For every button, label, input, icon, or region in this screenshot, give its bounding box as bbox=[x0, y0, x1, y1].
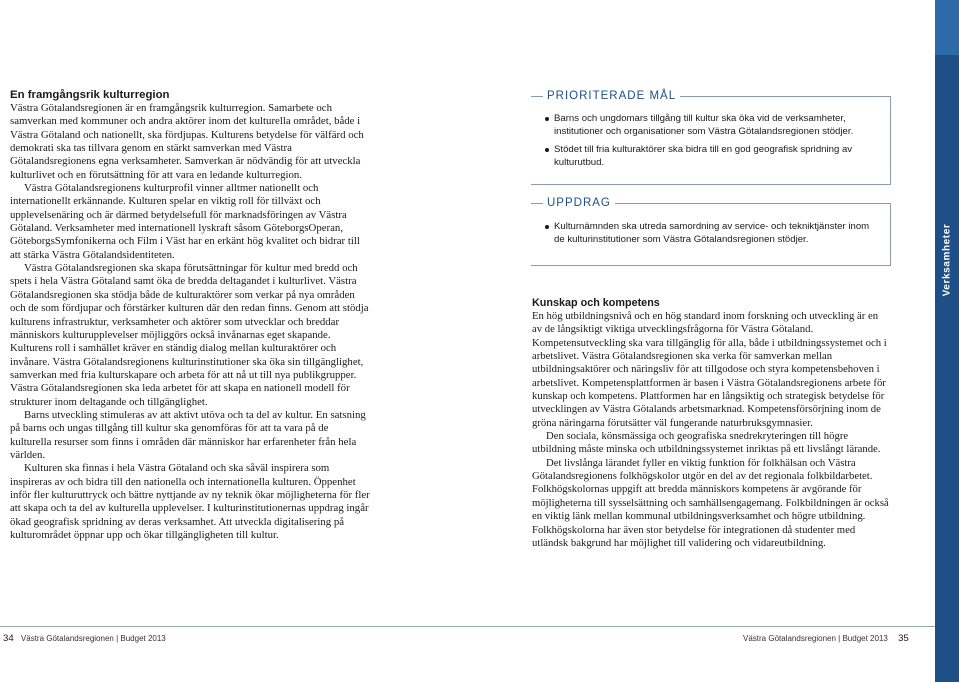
bullet-icon bbox=[545, 148, 549, 152]
prioriterade-mal-list bbox=[545, 113, 880, 175]
bullet-icon bbox=[545, 225, 549, 229]
footer-right bbox=[743, 633, 909, 644]
paragraph: Västra Götalandsregionens kulturprofil vinner alltmer nationellt och internationellt erkännande. Kulturen spelar en viktig roll för tillväxt och upplevelsenäring och är därmed betydelsefull för marknadsföringen av Västra Götaland. Verksamheter med internationell lyskraft såsom GöteborgsOperan, GöteborgsSymfonikerna och Film i Väst har en erkänt hög kvalitet och bidrar till att stärka Västra Götalandsidentiteten. bbox=[10, 182, 360, 261]
side-tab-label: Verksamheter bbox=[941, 223, 953, 297]
uppdrag-box bbox=[531, 197, 891, 266]
list-item: Barns och ungdomars tillgång till kultur ska öka vid de verksamheter, institutioner och organisationer som Västra Götalandsregionen stödjer. bbox=[545, 113, 880, 138]
footer-divider bbox=[0, 626, 935, 627]
side-tab bbox=[935, 0, 959, 682]
side-tab-top-shade bbox=[935, 0, 959, 55]
right-column bbox=[532, 297, 889, 550]
paragraph: Det livslånga lärandet fyller en viktig funktion för folkhälsan och Västra Götalandsregionens folkhögskolor utgör en del av det regionala folkbildarbetet. Folkhögskolornas uppgift att bredda människors kompetens är avgörande för möjligheterna till sysselsättning och samhällsengagemang. Folkbildningen är också en viktig länk mellan kommunal utbildningsverksamhet och högre utbildning. Folkhögskolorna har även stor betydelse för integrationen då studenter med utländsk bakgrund har möjlighet till validering och vidareutbildning. bbox=[532, 456, 889, 549]
page-number-left: 34 bbox=[3, 633, 14, 644]
prioriterade-mal-title: PRIORITERADE MÅL bbox=[543, 89, 680, 103]
right-body-text bbox=[532, 310, 889, 550]
bullet-icon bbox=[545, 117, 549, 121]
page-number-right: 35 bbox=[898, 633, 909, 644]
paragraph: Den sociala, könsmässiga och geografiska snedrekryteringen till högre utbildning måste minska och utbildningssystemet inriktas på ett livslångt lärande. bbox=[532, 430, 881, 456]
footer-left bbox=[3, 633, 166, 644]
paragraph: Kulturen ska finnas i hela Västra Götaland och ska såväl inspirera som inspireras av och bidra till den nationella och internationella kulturen. Öppenhet inför fler kulturuttryck och bättre nyttjande av ny teknik ökar möjligheterna för fler att skapa och ta del av kulturella upplevelser. I kulturinstitutionernas uppdrag ingår ökad geografisk spridning av deras verksamhet. Att utveckla digitalisering på kulturområdet öppnar upp och ökar tillgängligheten till kultur. bbox=[10, 462, 370, 541]
paragraph: Barns utveckling stimuleras av att aktivt utöva och ta del av kultur. En satsning på barns och ungas tillgång till kultur ska genomföras för att ta vara på de kulturella resurser som finns i områden där människor har erfarenheter från hela världen. bbox=[10, 408, 366, 461]
paragraph: Västra Götalandsregionen ska skapa förutsättningar för kultur med bredd och spets i hela Västra Götaland samt öka de bredda deltagandet i kulturlivet. Västra Götalandsregionen ska stödja både de kulturaktörer som verkar på nya områden och de som fördjupar och förstärker kulturen där den redan finns. Genom att stödja kulturens infrastruktur, verksamheter och aktörer som utvecklar och breddar människors kulturupplevelser möjliggörs också invånarnas eget skapande. Kulturens roll i samhället kräver en ständig dialog mellan kulturaktörer och invånare. Västra Götalandsregionens kulturinstitutioner ska öka sin tillgänglighet, samverkan med fria kulturskapare och arbeta för att nå ut till nya publikgrupper. Västra Götalandsregionen ska leda arbetet för att skapa en nationell modell för strukturer inom deltagande och tillgänglighet. bbox=[10, 262, 369, 408]
prioriterade-mal-box bbox=[531, 90, 891, 185]
uppdrag-title: UPPDRAG bbox=[543, 196, 615, 210]
footer-right-text: Västra Götalandsregionen | Budget 2013 bbox=[743, 634, 888, 643]
list-item: Kulturnämnden ska utreda samordning av service- och tekniktjänster inom de kulturinstitutioner som Västra Götalandsregionen stödjer. bbox=[545, 221, 880, 246]
paragraph: En hög utbildningsnivå och en hög standard inom forskning och utveckling är en av de långsiktigt viktiga utvecklingsfrågorna för Västra Götaland. Kompetensutveckling ska vara tillgänglig för alla, både i utbildningssystemet och i arbetslivet. Västra Götalandsregionen ska verka för samverkan mellan utbildningsaktörer och näringsliv för att tillgodose och styra kompetensbehoven i arbetslivet. Kompetensplattformen är basen i Västra Götalandsregionens arbete för kunskap och kompetens. Plattformen har en långsiktig och strategisk betydelse för utvecklingen av Västra Götalands arbetsmarknad. Kompetensförsörjning inom de gröna näringarna förutsätter väl fungerande naturbruksgymnasier. bbox=[532, 310, 887, 429]
left-body-text bbox=[10, 102, 370, 542]
section-heading-kunskap: Kunskap och kompetens bbox=[532, 297, 660, 309]
footer-left-text: Västra Götalandsregionen | Budget 2013 bbox=[20, 634, 166, 643]
left-column bbox=[10, 88, 370, 542]
uppdrag-list bbox=[545, 221, 880, 252]
list-item: Stödet till fria kulturaktörer ska bidra till en god geografisk spridning av kulturutbud. bbox=[545, 144, 880, 169]
section-heading-kulturregion: En framgångsrik kulturregion bbox=[10, 89, 170, 101]
paragraph: Västra Götalandsregionen är en framgångsrik kulturregion. Samarbete och samverkan med kommuner och andra aktörer inom det kulturella området, både i Västra Götaland och nationellt, ska fördjupas. Kulturens betydelse för välfärd och demokrati ska tas tillvara genom en stärkt samverkan med Västra Götalandsregionens egna verksamheter. Samverkan är nödvändig för att utveckla kulturlivet och en förutsättning för att vara en ledande kulturregion. bbox=[10, 102, 364, 181]
